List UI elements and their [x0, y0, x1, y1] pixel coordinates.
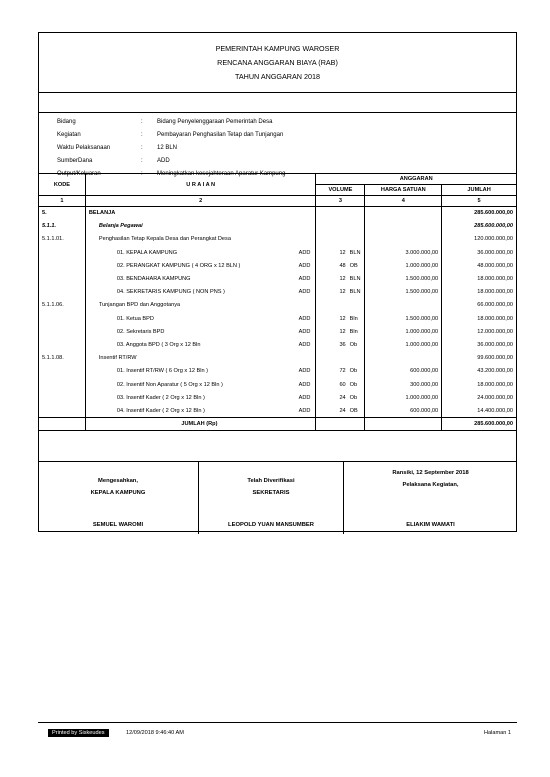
volume-unit: Bln — [349, 315, 358, 322]
cell-harga — [365, 299, 442, 312]
cell-uraian — [85, 312, 316, 325]
info-colon: : — [141, 132, 143, 138]
cell-uraian — [85, 352, 316, 365]
cell-kode — [39, 365, 86, 378]
sumber-dana — [310, 355, 312, 361]
sumber-dana: ADD — [298, 315, 311, 322]
total-value: 285.600.000,00 — [442, 418, 517, 431]
cell-harga: 300.000,00 — [365, 378, 442, 391]
cell-kode — [39, 272, 86, 285]
col-anggaran-header: ANGGARAN — [316, 174, 517, 185]
cell-volume — [316, 272, 365, 285]
sig-name: LEOPOLD YUAN MANSUMBER — [228, 522, 314, 528]
cell-kode — [39, 325, 86, 338]
sig-name: ELIAKIM WAMATI — [406, 522, 455, 528]
col-uraian-header: U R A I A N — [85, 174, 316, 196]
cell-jumlah: 14.400.000,00 — [442, 404, 517, 417]
cell-kode — [39, 259, 86, 272]
volume-value: 12 — [339, 315, 346, 322]
volume-value: 24 — [339, 407, 346, 414]
total-row — [39, 418, 517, 431]
col-number: 4 — [365, 196, 442, 207]
budget-table — [38, 173, 517, 431]
sumber-dana: ADD — [298, 328, 311, 335]
sig-name: SEMUEL WAROMI — [92, 522, 144, 528]
cell-jumlah: 285.600.000,00 — [442, 207, 517, 220]
info-value: Pembayaran Penghasilan Tetap dan Tunjangan — [157, 132, 284, 138]
cell-volume — [316, 299, 365, 312]
uraian-text: 02. Sekretaris BPD — [116, 328, 165, 335]
uraian-text: 03. Insentif Kader ( 2 Org x 12 Bln ) — [116, 394, 205, 401]
volume-value: 12 — [339, 249, 346, 256]
cell-jumlah: 18.000.000,00 — [442, 312, 517, 325]
sig-date: Ransiki, 12 September 2018 — [392, 470, 469, 476]
info-label: Kegiatan — [57, 132, 81, 138]
volume-unit: Ob — [349, 368, 358, 375]
cell-uraian — [85, 272, 316, 285]
info-label: Waktu Pelaksanaan — [57, 145, 111, 151]
cell-uraian — [85, 338, 316, 351]
printed-by-label: Printed by Siskeudes — [48, 729, 109, 737]
uraian-text: 04. SEKRETARIS KAMPUNG ( NON PNS ) — [116, 289, 225, 296]
volume-value: 36 — [339, 341, 346, 348]
col-number: 1 — [39, 196, 86, 207]
cell-harga: 1.000.000,00 — [365, 338, 442, 351]
sumber-dana: ADD — [298, 262, 311, 269]
sig-title: Mengesahkan, — [98, 478, 138, 484]
cell-uraian — [85, 207, 316, 220]
sumber-dana: ADD — [298, 341, 311, 348]
sumber-dana — [310, 236, 312, 242]
sig-role: SEKRETARIS — [252, 490, 290, 496]
sumber-dana — [310, 210, 312, 216]
info-value: 12 BLN — [157, 145, 178, 151]
cell-jumlah: 66.000.000,00 — [442, 299, 517, 312]
print-timestamp: 12/09/2018 9:46:40 AM — [126, 730, 184, 736]
cell-harga: 600.000,00 — [365, 404, 442, 417]
cell-volume — [316, 259, 365, 272]
volume-unit: Ob — [349, 394, 358, 401]
cell-uraian — [85, 391, 316, 404]
uraian-text: 02. Insentif Non Aparatur ( 5 Org x 12 Bln ) — [116, 381, 223, 388]
cell-jumlah: 18.000.000,00 — [442, 286, 517, 299]
signature-sekretaris — [199, 462, 344, 534]
cell-uraian — [85, 325, 316, 338]
table-row — [39, 404, 517, 417]
info-colon: : — [141, 119, 143, 125]
cell-volume — [316, 220, 365, 233]
header-line-2: RENCANA ANGGARAN BIAYA (RAB) — [217, 58, 338, 67]
cell-uraian — [85, 378, 316, 391]
volume-value: 48 — [339, 262, 346, 269]
cell-volume — [316, 233, 365, 246]
cell-uraian — [85, 299, 316, 312]
sumber-dana: ADD — [298, 276, 311, 283]
cell-volume — [316, 378, 365, 391]
info-colon: : — [141, 171, 143, 177]
table-row — [39, 338, 517, 351]
cell-jumlah: 99.600.000,00 — [442, 352, 517, 365]
sumber-dana — [310, 223, 312, 229]
cell-uraian — [85, 259, 316, 272]
info-value: Meningkatkan kesejahteraan Aparatur Kampung — [157, 171, 286, 177]
cell-kode — [39, 391, 86, 404]
total-label: JUMLAH (Rp) — [85, 418, 316, 431]
cell-jumlah: 18.000.000,00 — [442, 378, 517, 391]
total-blank — [316, 418, 365, 431]
cell-jumlah: 43.200.000,00 — [442, 365, 517, 378]
cell-harga — [365, 207, 442, 220]
total-blank — [365, 418, 442, 431]
cell-uraian — [85, 233, 316, 246]
cell-kode: 5. — [39, 207, 86, 220]
sumber-dana: ADD — [298, 249, 311, 256]
volume-unit: BLN — [349, 289, 361, 296]
cell-kode — [39, 312, 86, 325]
info-label: Output/Keluaran — [57, 171, 101, 177]
sig-role: KEPALA KAMPUNG — [90, 490, 146, 496]
sumber-dana — [310, 302, 312, 308]
table-row — [39, 207, 517, 220]
cell-uraian — [85, 246, 316, 259]
uraian-text: Insentif RT/RW — [98, 355, 137, 362]
cell-jumlah: 120.000.000,00 — [442, 233, 517, 246]
sumber-dana: ADD — [298, 407, 311, 414]
volume-unit: OB — [349, 407, 358, 414]
cell-volume — [316, 391, 365, 404]
table-row — [39, 365, 517, 378]
cell-uraian — [85, 286, 316, 299]
cell-kode — [39, 338, 86, 351]
volume-value: 12 — [339, 276, 346, 283]
rab-document — [38, 32, 517, 532]
cell-volume — [316, 286, 365, 299]
cell-harga — [365, 220, 442, 233]
uraian-text: 01. KEPALA KAMPUNG — [116, 249, 178, 256]
table-row — [39, 299, 517, 312]
cell-harga: 1.000.000,00 — [365, 325, 442, 338]
signature-block — [38, 461, 517, 533]
table-row — [39, 220, 517, 233]
col-volume-header: VOLUME — [316, 185, 365, 196]
cell-volume — [316, 338, 365, 351]
table-row — [39, 391, 517, 404]
uraian-text: 02. PERANGKAT KAMPUNG ( 4 ORG x 12 BLN ) — [116, 262, 241, 269]
document-header — [39, 33, 516, 93]
col-kode-header: KODE — [39, 174, 86, 196]
signature-pelaksana — [344, 462, 517, 534]
table-body — [39, 207, 517, 418]
uraian-text: 03. Anggota BPD ( 3 Org x 12 Bln — [116, 341, 201, 348]
volume-unit: BLN — [349, 276, 361, 283]
header-line-3: TAHUN ANGGARAN 2018 — [235, 72, 320, 81]
cell-volume — [316, 404, 365, 417]
uraian-text: BELANJA — [88, 210, 116, 217]
sumber-dana: ADD — [298, 368, 311, 375]
cell-volume — [316, 246, 365, 259]
cell-harga: 1.500.000,00 — [365, 286, 442, 299]
cell-kode — [39, 378, 86, 391]
volume-value: 60 — [339, 381, 346, 388]
cell-uraian — [85, 404, 316, 417]
cell-harga: 1.000.000,00 — [365, 259, 442, 272]
info-label: SumberDana — [57, 158, 93, 164]
cell-jumlah: 36.000.000,00 — [442, 338, 517, 351]
cell-kode — [39, 404, 86, 417]
col-number: 2 — [85, 196, 316, 207]
volume-unit: OB — [349, 262, 358, 269]
table-row — [39, 325, 517, 338]
cell-jumlah: 285.600.000,00 — [442, 220, 517, 233]
cell-volume — [316, 207, 365, 220]
uraian-text: 03. BENDAHARA KAMPUNG — [116, 276, 191, 283]
uraian-text: 01. Insentif RT/RW ( 6 Org x 12 Bln ) — [116, 368, 209, 375]
cell-harga: 1.500.000,00 — [365, 272, 442, 285]
table-row — [39, 378, 517, 391]
col-number: 5 — [442, 196, 517, 207]
cell-volume — [316, 312, 365, 325]
table-row — [39, 286, 517, 299]
cell-volume — [316, 352, 365, 365]
cell-uraian — [85, 220, 316, 233]
cell-jumlah: 36.000.000,00 — [442, 246, 517, 259]
volume-value: 12 — [339, 328, 346, 335]
cell-harga: 600.000,00 — [365, 365, 442, 378]
cell-kode: 5.1.1.08. — [39, 352, 86, 365]
sumber-dana: ADD — [298, 289, 311, 296]
uraian-text: Penghasilan Tetap Kepala Desa dan Perangkat Desa — [98, 236, 231, 243]
cell-jumlah: 12.000.000,00 — [442, 325, 517, 338]
volume-unit: BLN — [349, 249, 361, 256]
info-value: ADD — [157, 158, 170, 164]
volume-value: 72 — [339, 368, 346, 375]
sumber-dana: ADD — [298, 381, 311, 388]
uraian-text: Tunjangan BPD dan Anggotanya — [98, 302, 181, 309]
cell-harga: 1.000.000,00 — [365, 391, 442, 404]
uraian-text: 04. Insentif Kader ( 2 Org x 12 Bln ) — [116, 407, 205, 414]
cell-harga — [365, 352, 442, 365]
col-harga-header: HARGA SATUAN — [365, 185, 442, 196]
sig-title: Telah Diverifikasi — [247, 478, 295, 484]
table-row — [39, 272, 517, 285]
uraian-text: 01. Ketua BPD — [116, 315, 154, 322]
print-footer — [38, 722, 517, 742]
cell-harga — [365, 233, 442, 246]
sumber-dana: ADD — [298, 394, 311, 401]
signature-kepala — [38, 462, 199, 534]
volume-value: 24 — [339, 394, 346, 401]
cell-kode: 5.1.1.06. — [39, 299, 86, 312]
cell-kode: 5.1.1. — [39, 220, 86, 233]
table-row — [39, 312, 517, 325]
table-row — [39, 233, 517, 246]
col-number: 3 — [316, 196, 365, 207]
info-colon: : — [141, 145, 143, 151]
cell-volume — [316, 325, 365, 338]
cell-jumlah: 18.000.000,00 — [442, 272, 517, 285]
cell-volume — [316, 365, 365, 378]
total-blank — [39, 418, 86, 431]
cell-kode — [39, 286, 86, 299]
volume-unit: Ob — [349, 341, 358, 348]
info-value: Bidang Penyelenggaraan Pemerintah Desa — [157, 119, 273, 125]
table-row — [39, 352, 517, 365]
volume-value: 12 — [339, 289, 346, 296]
volume-unit: Bln — [349, 328, 358, 335]
cell-uraian — [85, 365, 316, 378]
info-label: Bidang — [57, 119, 76, 125]
cell-kode — [39, 246, 86, 259]
col-jumlah-header: JUMLAH — [442, 185, 517, 196]
page-number: Halaman 1 — [483, 730, 511, 736]
header-line-1: PEMERINTAH KAMPUNG WAROSER — [215, 44, 340, 53]
cell-jumlah: 24.000.000,00 — [442, 391, 517, 404]
info-colon: : — [141, 158, 143, 164]
cell-harga: 1.500.000,00 — [365, 312, 442, 325]
uraian-text: Belanja Pegawai — [98, 223, 143, 230]
table-row — [39, 259, 517, 272]
sig-role: Pelaksana Kegiatan, — [402, 482, 459, 488]
volume-unit: Ob — [349, 381, 358, 388]
table-row — [39, 246, 517, 259]
cell-kode: 5.1.1.01. — [39, 233, 86, 246]
cell-harga: 3.000.000,00 — [365, 246, 442, 259]
cell-jumlah: 48.000.000,00 — [442, 259, 517, 272]
